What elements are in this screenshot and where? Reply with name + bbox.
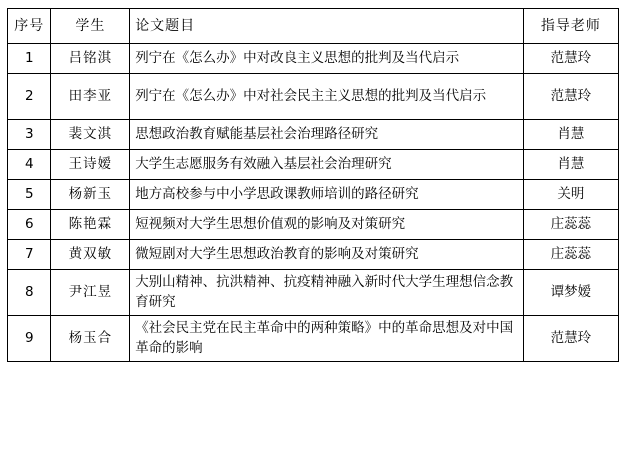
table-body xyxy=(8,44,619,362)
cell-title: 地方高校参与中小学思政课教师培训的路径研究 xyxy=(130,180,524,210)
cell-student: 王诗嫒 xyxy=(51,150,130,180)
cell-no: 8 xyxy=(8,270,51,316)
cell-advisor: 肖慧 xyxy=(523,120,618,150)
column-header-no: 序号 xyxy=(8,9,51,44)
cell-title: 列宁在《怎么办》中对社会民主主义思想的批判及当代启示 xyxy=(130,74,524,120)
column-header-title: 论文题目 xyxy=(130,9,524,44)
cell-no: 7 xyxy=(8,240,51,270)
cell-no: 1 xyxy=(8,44,51,74)
table-header-row xyxy=(8,9,619,44)
cell-advisor: 庄蕊蕊 xyxy=(523,210,618,240)
table-row xyxy=(8,240,619,270)
table-row xyxy=(8,74,619,120)
column-header-advisor: 指导老师 xyxy=(523,9,618,44)
cell-title: 短视频对大学生思想价值观的影响及对策研究 xyxy=(130,210,524,240)
cell-no: 4 xyxy=(8,150,51,180)
table-row xyxy=(8,44,619,74)
cell-advisor: 肖慧 xyxy=(523,150,618,180)
cell-advisor: 谭梦嫒 xyxy=(523,270,618,316)
thesis-assignment-table xyxy=(7,8,619,362)
cell-advisor: 关明 xyxy=(523,180,618,210)
cell-advisor: 范慧玲 xyxy=(523,316,618,362)
cell-title: 大别山精神、抗洪精神、抗疫精神融入新时代大学生理想信念教育研究 xyxy=(130,270,524,316)
cell-no: 5 xyxy=(8,180,51,210)
cell-advisor: 范慧玲 xyxy=(523,74,618,120)
cell-title: 微短剧对大学生思想政治教育的影响及对策研究 xyxy=(130,240,524,270)
cell-student: 尹江昱 xyxy=(51,270,130,316)
table-row xyxy=(8,270,619,316)
table-row xyxy=(8,210,619,240)
cell-no: 2 xyxy=(8,74,51,120)
cell-student: 田李亚 xyxy=(51,74,130,120)
table-row xyxy=(8,150,619,180)
cell-advisor: 范慧玲 xyxy=(523,44,618,74)
cell-student: 黄双敏 xyxy=(51,240,130,270)
cell-no: 9 xyxy=(8,316,51,362)
cell-student: 杨新玉 xyxy=(51,180,130,210)
cell-title: 《社会民主党在民主革命中的两种策略》中的革命思想及对中国革命的影响 xyxy=(130,316,524,362)
table-row xyxy=(8,180,619,210)
table-row xyxy=(8,120,619,150)
table-header xyxy=(8,9,619,44)
cell-student: 杨玉合 xyxy=(51,316,130,362)
cell-title: 列宁在《怎么办》中对改良主义思想的批判及当代启示 xyxy=(130,44,524,74)
cell-student: 裴文淇 xyxy=(51,120,130,150)
cell-title: 思想政治教育赋能基层社会治理路径研究 xyxy=(130,120,524,150)
column-header-student: 学生 xyxy=(51,9,130,44)
cell-no: 3 xyxy=(8,120,51,150)
cell-student: 陈艳霖 xyxy=(51,210,130,240)
cell-no: 6 xyxy=(8,210,51,240)
cell-student: 吕铭淇 xyxy=(51,44,130,74)
cell-advisor: 庄蕊蕊 xyxy=(523,240,618,270)
cell-title: 大学生志愿服务有效融入基层社会治理研究 xyxy=(130,150,524,180)
table-row xyxy=(8,316,619,362)
